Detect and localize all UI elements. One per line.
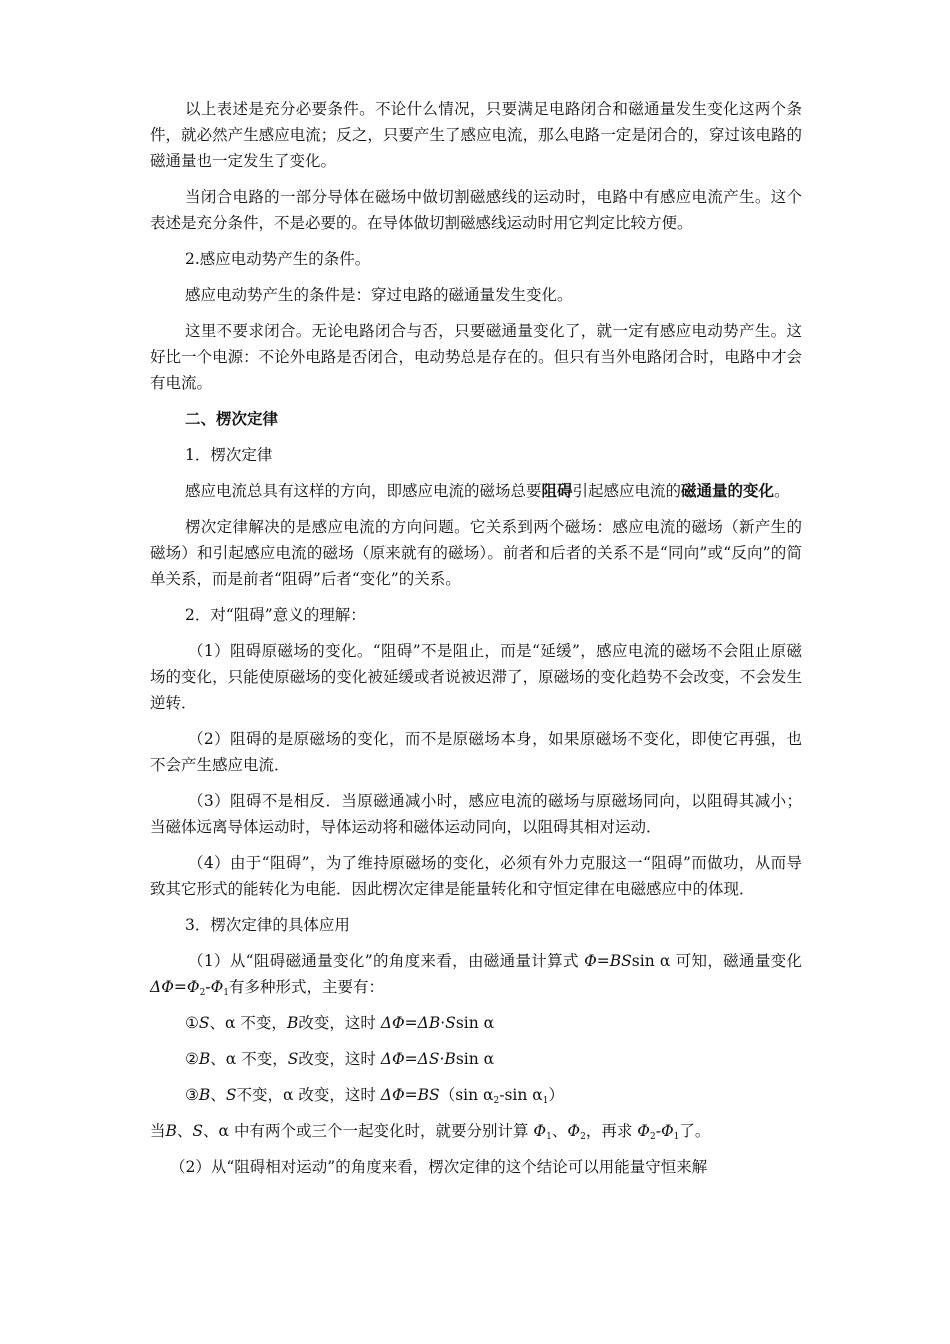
var-B: B [165, 1122, 177, 1140]
text-run: 不变，α 改变，这时 [236, 1086, 376, 1104]
var-S: S [192, 1122, 204, 1140]
text-run: ① [185, 1014, 199, 1032]
text-run: 改变，这时 [298, 1014, 376, 1032]
var-phi: -Φ [655, 1122, 674, 1140]
subscript: 2 [199, 988, 206, 998]
var-B: B [198, 1050, 211, 1068]
var-B: B [286, 1014, 299, 1032]
formula-flux: Φ=BS [584, 952, 632, 970]
paragraph-flux-change-forms [150, 948, 802, 1000]
paragraph-case-2 [150, 1046, 802, 1072]
var-phi: Φ [533, 1122, 547, 1140]
text-run: 、 [210, 1086, 226, 1104]
var-phi: Φ [637, 1122, 650, 1140]
bold-term-flux-change: 磁通量的变化 [681, 481, 775, 500]
paragraph-hinder-point-4: （4）由于“阻碍”，为了维持原磁场的变化，必须有外力克服这一“阻碍”而做功，从而导致其它形式的能转化为电能．因此楞次定律是能量转化和守恒定律在电磁感应中的体现． [150, 854, 802, 898]
formula-sin: sin α [631, 952, 671, 970]
text-run: ，再求 [585, 1122, 633, 1140]
paragraph-case-1 [150, 1010, 802, 1036]
paragraph-no-closure-required: 这里不要求闭合。无论电路闭合与否，只要磁通量变化了，就一定有感应电动势产生。这好比一个电源：不论外电路是否闭合，电动势总是存在的。但只有当外电路闭合时，电路中才会有电流。 [150, 322, 802, 392]
formula-sin-a1: -sin α [499, 1086, 543, 1104]
text-run: 、α 中有两个或三个一起变化时，就要分别计算 [203, 1122, 529, 1140]
section-heading-lenz-law: 二、楞次定律 [185, 409, 279, 428]
var-B: B [198, 1086, 211, 1104]
subscript: 1 [673, 1132, 680, 1142]
text-run: 改变，这时 [298, 1050, 376, 1068]
text-run: ） [548, 1086, 564, 1104]
text-run: ② [185, 1050, 199, 1068]
text-run: 、 [551, 1122, 568, 1140]
paragraph-lenz-law-definition [150, 478, 802, 504]
text-run: 感应电流总具有这样的方向，即感应电流的磁场总要 [185, 482, 542, 500]
formula-sin-a2: （sin α [439, 1086, 494, 1104]
paragraph-lenz-law-explanation: 楞次定律解决的是感应电流的方向问题。它关系到两个磁场：感应电流的磁场（新产生的磁场）和引起感应电流的磁场（原来就有的磁场）。前者和后者的关系不是“同向”或“反向”的简单关系，而是前者“阻碍”后者“变化”的关系。 [150, 518, 802, 588]
subscript: 1 [542, 1096, 549, 1106]
var-S: S [287, 1050, 299, 1068]
formula-minus-flux: -Φ [205, 978, 224, 996]
text-run: 当 [150, 1122, 166, 1140]
paragraph-hinder-meaning-heading: 2．对“阻碍”意义的理解： [185, 606, 366, 624]
paragraph-relative-motion: （2）从“阻碍相对运动”的角度来看，楞次定律的这个结论可以用能量守恒来解 [170, 1158, 708, 1176]
subscript: 1 [546, 1132, 552, 1142]
text-run: 、α 不变， [210, 1050, 288, 1068]
subscript: 2 [580, 1132, 586, 1142]
subscript: 1 [223, 988, 230, 998]
paragraph-application-heading: 3．楞次定律的具体应用 [185, 916, 350, 934]
paragraph-hinder-point-1: （1）阻碍原磁场的变化。“阻碍”不是阻止，而是“延缓”，感应电流的磁场不会阻止原磁场的变化，只能使原磁场的变化被延缓或者说被迟滞了，原磁场的变化趋势不会改变，不会发生逆转． [150, 642, 802, 712]
paragraph-case-3 [150, 1082, 802, 1108]
text-run: 了。 [679, 1122, 711, 1140]
subscript: 2 [493, 1096, 500, 1106]
paragraph-emf-condition: 感应电动势产生的条件是：穿过电路的磁通量发生变化。 [185, 286, 573, 304]
var-phi: Φ [567, 1122, 581, 1140]
document-page [150, 96, 802, 1190]
text-run: （1）从“阻碍磁通量变化”的角度来看，由磁通量计算式 [188, 952, 579, 970]
paragraph-multiple-changes [150, 1118, 802, 1144]
text-run: 。 [774, 482, 790, 500]
paragraph-cutting-lines: 当闭合电路的一部分导体在磁场中做切割磁感线的运动时，电路中有感应电流产生。这个表述是充分条件，不是必要的。在导体做切割磁感线运动时用它判定比较方便。 [150, 188, 802, 232]
paragraph-hinder-point-2: （2）阻碍的是原磁场的变化，而不是原磁场本身，如果原磁场不变化，即使它再强，也不会产生感应电流． [150, 730, 802, 774]
bold-term-hinder: 阻碍 [541, 481, 573, 500]
var-S: S [225, 1086, 237, 1104]
text-run: 引起感应电流的 [572, 482, 682, 500]
text-run: 有多种形式，主要有： [229, 978, 385, 996]
text-run: 、α 不变， [209, 1014, 287, 1032]
text-run: ③ [185, 1086, 199, 1104]
paragraph-emf-condition-heading: 2.感应电动势产生的条件。 [185, 250, 371, 268]
formula-case-3: ΔΦ=BS [380, 1086, 440, 1104]
paragraph-lenz-law-title: 1．楞次定律 [185, 446, 273, 464]
var-S: S [198, 1014, 210, 1032]
subscript: 2 [649, 1132, 656, 1142]
formula-delta-flux: ΔΦ=Φ [150, 978, 200, 996]
formula-case-2: ΔΦ=ΔS·B [380, 1050, 456, 1068]
paragraph-sufficient-necessary: 以上表述是充分必要条件。不论什么情况，只要满足电路闭合和磁通量发生变化这两个条件，就必然产生感应电流；反之，只要产生了感应电流，那么电路一定是闭合的，穿过该电路的磁通量也一定发生了变化。 [150, 100, 802, 170]
text-run: 可知，磁通量变化 [675, 952, 802, 970]
formula-case-1: ΔΦ=ΔB·S [380, 1014, 456, 1032]
formula-sin: sin α [455, 1014, 495, 1032]
text-run: 、 [176, 1122, 193, 1140]
paragraph-hinder-point-3: （3）阻碍不是相反．当原磁通减小时，感应电流的磁场与原磁场同向，以阻碍其减小；当磁体远离导体运动时，导体运动将和磁体运动同向，以阻碍其相对运动． [150, 792, 802, 836]
formula-sin: sin α [455, 1050, 495, 1068]
